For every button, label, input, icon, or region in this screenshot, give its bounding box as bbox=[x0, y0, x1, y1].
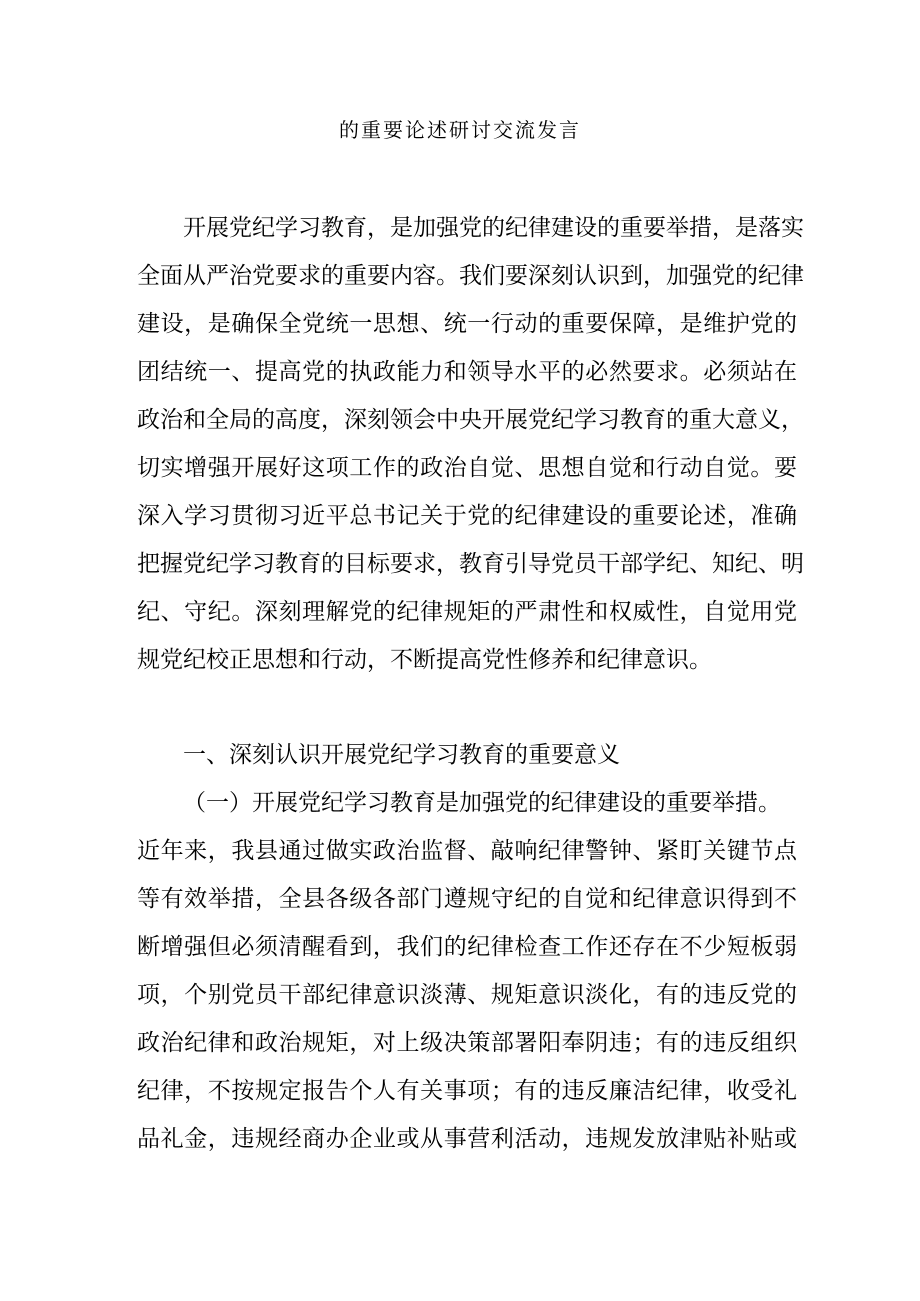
body-line: 品礼金，违规经商办企业或从事营利活动，违规发放津贴补贴或 bbox=[137, 1126, 797, 1152]
intro-line: 建设，是确保全党统一思想、统一行动的重要保障，是维护党的 bbox=[137, 311, 797, 337]
section-heading: 一、深刻认识开展党纪学习教育的重要意义 bbox=[183, 742, 620, 768]
body-line: 近年来，我县通过做实政治监督、敲响纪律警钟、紧盯关键节点 bbox=[137, 838, 797, 864]
intro-line: 切实增强开展好这项工作的政治自觉、思想自觉和行动自觉。要 bbox=[137, 455, 797, 481]
intro-line: 把握党纪学习教育的目标要求，教育引导党员干部学纪、知纪、明 bbox=[137, 551, 804, 577]
body-line: 等有效举措，全县各级各部门遵规守纪的自觉和纪律意识得到不 bbox=[137, 886, 797, 912]
document-title: 的重要论述研讨交流发言 bbox=[339, 118, 581, 142]
intro-line: 规党纪校正思想和行动，不断提高党性修养和纪律意识。 bbox=[137, 647, 712, 673]
intro-line: 团结统一、提高党的执政能力和领导水平的必然要求。必须站在 bbox=[137, 359, 797, 385]
body-line: 纪律，不按规定报告个人有关事项；有的违反廉洁纪律，收受礼 bbox=[137, 1078, 797, 1104]
intro-line: 开展党纪学习教育，是加强党的纪律建设的重要举措，是落实 bbox=[183, 215, 804, 241]
intro-line: 纪、守纪。深刻理解党的纪律规矩的严肃性和权威性，自觉用党 bbox=[137, 599, 797, 625]
body-line: 政治纪律和政治规矩，对上级决策部署阳奉阴违；有的违反组织 bbox=[137, 1030, 797, 1056]
subsection-heading: （一）开展党纪学习教育是加强党的纪律建设的重要举措。 bbox=[183, 790, 781, 816]
intro-line: 深入学习贯彻习近平总书记关于党的纪律建设的重要论述，准确 bbox=[137, 503, 797, 529]
intro-line: 全面从严治党要求的重要内容。我们要深刻认识到，加强党的纪律 bbox=[137, 263, 804, 289]
body-line: 断增强但必须清醒看到，我们的纪律检查工作还存在不少短板弱 bbox=[137, 934, 797, 960]
intro-line: 政治和全局的高度，深刻领会中央开展党纪学习教育的重大意义， bbox=[137, 407, 804, 433]
body-line: 项，个别党员干部纪律意识淡薄、规矩意识淡化，有的违反党的 bbox=[137, 982, 797, 1008]
